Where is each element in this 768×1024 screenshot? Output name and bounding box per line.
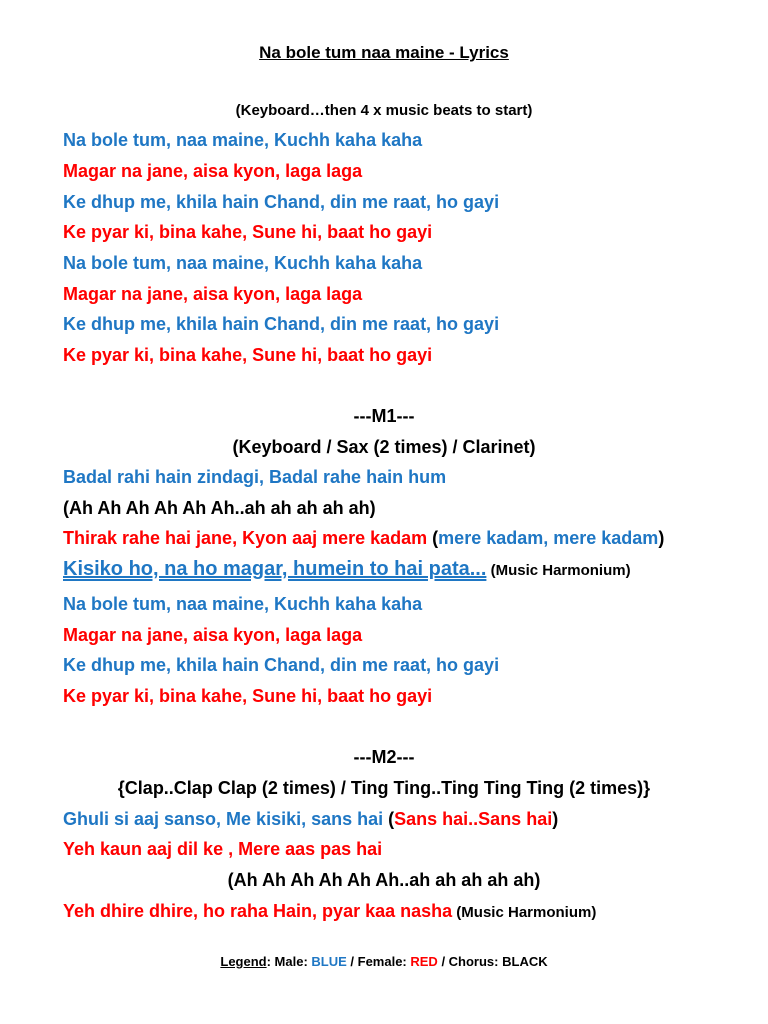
- lyric-segment-male: mere kadam, mere kadam: [438, 528, 659, 548]
- lyric-segment-male: Ghuli si aaj sanso, Me kisiki, sans hai: [63, 809, 384, 829]
- paren-open: (: [427, 528, 439, 548]
- lyric-line-mixed: [63, 808, 558, 830]
- section-note-m2: {Clap..Clap Clap (2 times) / Ting Ting..Ting Ting Ting (2 times)}: [117, 778, 651, 798]
- lyric-line-mixed: [63, 900, 596, 924]
- music-note: (Music Harmonium): [486, 562, 631, 579]
- section-note-m1: (Keyboard / Sax (2 times) / Clarinet): [232, 437, 536, 457]
- lyric-line-male: Ke dhup me, khila hain Chand, din me raat, ho gayi: [63, 655, 500, 675]
- lyric-line-male: Ke dhup me, khila hain Chand, din me raat, ho gayi: [63, 314, 500, 334]
- lyric-line-male: Na bole tum, naa maine, Kuchh kaha kaha: [63, 594, 423, 614]
- lyric-line-female: Ke pyar ki, bina kahe, Sune hi, baat ho gayi: [63, 222, 433, 242]
- lyric-line-female: Ke pyar ki, bina kahe, Sune hi, baat ho gayi: [63, 686, 433, 706]
- page-title: Na bole tum naa maine - Lyrics: [259, 43, 509, 62]
- paren-close: ): [552, 809, 559, 829]
- section-heading-m1: ---M1---: [353, 406, 415, 426]
- lyric-line-female: Yeh kaun aaj dil ke , Mere aas pas hai: [63, 839, 383, 859]
- lyric-segment-female: Thirak rahe hai jane, Kyon aaj mere kadam: [63, 528, 428, 548]
- lyric-line-female: Ke pyar ki, bina kahe, Sune hi, baat ho gayi: [63, 345, 433, 365]
- lyric-line-chorus: (Ah Ah Ah Ah Ah Ah..ah ah ah ah ah): [227, 870, 541, 890]
- lyric-line-male: Badal rahi hain zindagi, Badal rahe hain hum: [63, 467, 447, 487]
- paren-open: (: [383, 809, 395, 829]
- legend-male-value: BLUE: [311, 954, 347, 969]
- lyric-line-female: Magar na jane, aisa kyon, laga laga: [63, 161, 363, 181]
- legend: [0, 951, 768, 973]
- lyric-line-mixed: [63, 527, 664, 549]
- paren-close: ): [658, 528, 665, 548]
- legend-female-prefix: / Female:: [346, 954, 411, 969]
- lyric-segment-female: Sans hai..Sans hai: [394, 809, 553, 829]
- legend-male-prefix: : Male:: [266, 954, 312, 969]
- lyric-line-chorus: (Ah Ah Ah Ah Ah Ah..ah ah ah ah ah): [63, 498, 376, 518]
- lyric-line-male: Na bole tum, naa maine, Kuchh kaha kaha: [63, 253, 423, 273]
- lyric-line-highlight: [63, 558, 631, 582]
- lyric-link[interactable]: Kisiko ho, na ho magar, humein to hai pata...: [63, 558, 487, 580]
- intro-note: (Keyboard…then 4 x music beats to start): [235, 102, 533, 119]
- legend-chorus-prefix: / Chorus:: [437, 954, 503, 969]
- music-note: (Music Harmonium): [452, 904, 597, 921]
- lyric-line-female: Magar na jane, aisa kyon, laga laga: [63, 284, 363, 304]
- section-heading-m2: ---M2---: [353, 747, 415, 767]
- legend-label: Legend: [220, 954, 267, 969]
- lyric-line-male: Na bole tum, naa maine, Kuchh kaha kaha: [63, 130, 423, 150]
- lyric-line-male: Ke dhup me, khila hain Chand, din me raat, ho gayi: [63, 192, 500, 212]
- legend-female-value: RED: [410, 954, 438, 969]
- lyric-line-female: Magar na jane, aisa kyon, laga laga: [63, 625, 363, 645]
- legend-chorus-value: BLACK: [502, 954, 548, 969]
- lyric-segment-female: Yeh dhire dhire, ho raha Hain, pyar kaa nasha: [63, 901, 453, 921]
